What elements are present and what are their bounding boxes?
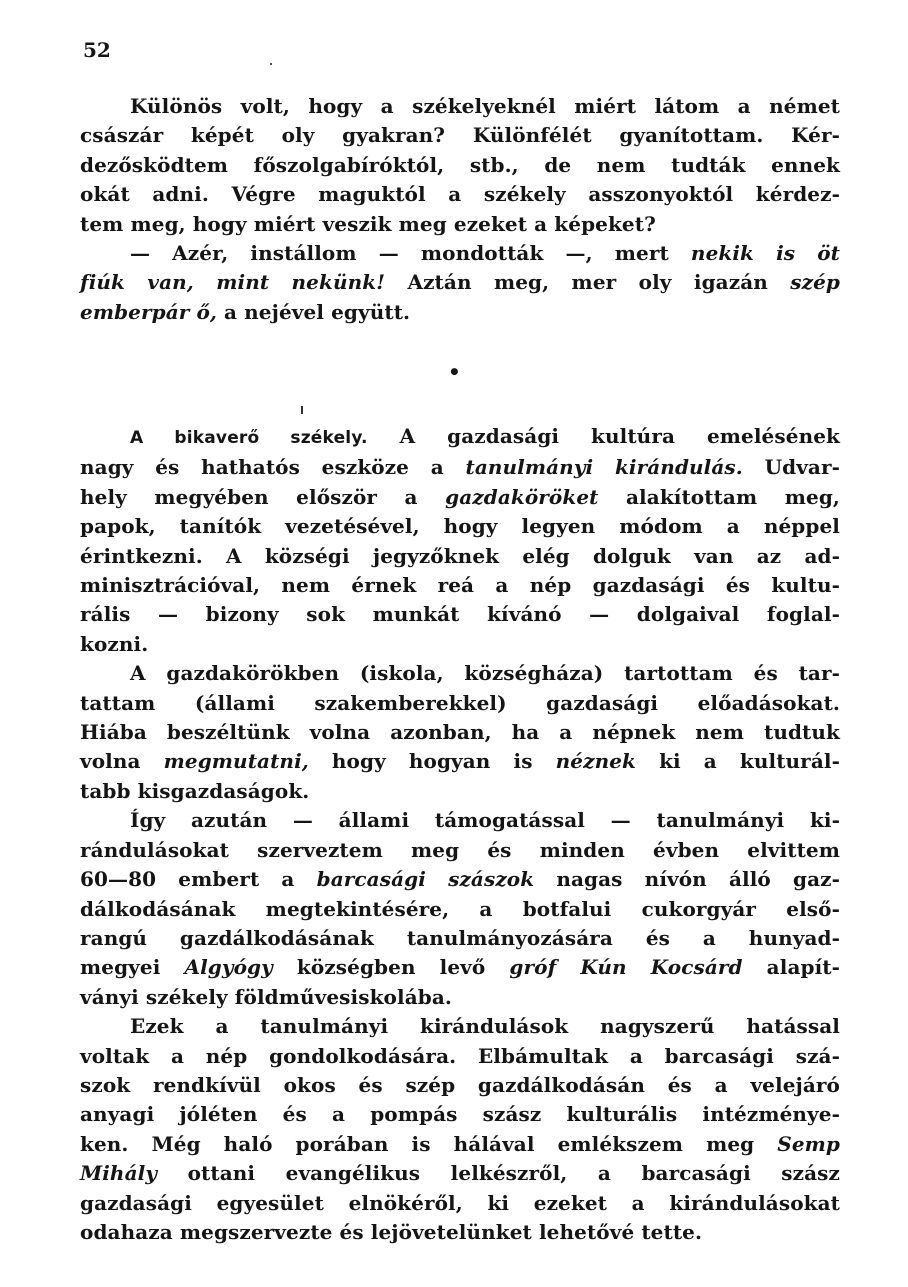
text-line: rándulásokat szerveztem meg és minden évben elvittem	[80, 837, 840, 862]
text-line: érintkezni. A községi jegyzőknek elég dolguk van az ad-	[80, 543, 840, 568]
paragraph-lectures	[80, 659, 840, 806]
text-line: hely megyében először a gazdaköröket alakítottam meg,	[80, 484, 840, 509]
text-line: Mihály ottani evangélikus lelkészről, a barcasági szász	[80, 1161, 840, 1186]
paragraph-trip-effects	[80, 1012, 840, 1247]
text-line: fiúk van, mint nekünk! Aztán meg, mer oly igazán szép	[80, 270, 840, 295]
text-line: ken. Még haló porában is hálával emlékszem meg Semp	[80, 1131, 840, 1156]
opening-section	[80, 92, 840, 327]
text-line: megyei Algyógy községben levő gróf Kún Kocsárd alapít-	[80, 955, 841, 980]
text-line: 60—80 embert a barcasági szászok nagas nívón álló gaz-	[80, 867, 840, 892]
text-line: papok, tanítók vezetésével, hogy legyen módom a néppel	[80, 514, 840, 539]
text-line: gazdasági egyesület elnökéről, ki ezeket a kirándulásokat	[80, 1190, 840, 1215]
text-line: Különös volt, hogy a székelyeknél miért látom a német	[130, 94, 840, 118]
section-separator: •	[448, 360, 461, 384]
text-line: ványi székely földművesiskolába.	[80, 984, 452, 1009]
paragraph-study-trips-intro	[80, 422, 840, 659]
text-line: A gazdakörökben (iskola, községháza) tartottam és tar-	[130, 661, 840, 686]
text-line: emberpár ő, a nejével együtt.	[80, 299, 411, 324]
text-line: okát adni. Végre maguktól a székely asszonyoktól kérdez-	[80, 182, 840, 207]
text-line: A bikaverő székely. A gazdasági kultúra emelésének	[130, 424, 840, 448]
text-line: rangú gazdálkodásának tanulmányozására és a hunyad-	[80, 925, 840, 950]
text-line: kozni.	[80, 631, 149, 656]
section-heading: A bikaverő székely.	[130, 428, 368, 448]
text-line: tem meg, hogy miért veszik meg ezeket a képeket?	[80, 211, 656, 236]
text-line: odahaza megszervezte és lejövetelünket lehetővé tette.	[80, 1219, 703, 1244]
text-line: Így azután — állami támogatással — tanulmányi ki-	[130, 808, 840, 833]
text-line: rális — bizony sok munkát kívánó — dolgaival foglal-	[80, 602, 840, 627]
text-line: volna megmutatni, hogy hogyan is néznek ki a kulturál-	[80, 749, 840, 774]
text-line: nagy és hathatós eszköze a tanulmányi kirándulás. Udvar-	[80, 455, 841, 480]
text-line: dálkodásának megtekintésére, a botfalui cukorgyár első-	[80, 896, 840, 921]
bikavero-section	[80, 422, 840, 1247]
text-line: császár képét oly gyakran? Különfélét gyanítottam. Kér-	[80, 123, 840, 148]
paragraph-quote	[80, 239, 840, 327]
text-line: anyagi jóléten és a pompás szász kulturális intézménye-	[80, 1102, 840, 1127]
text-line: dezősködtem főszolgabíróktól, stb., de nem tudták ennek	[80, 152, 840, 177]
text-line: szok rendkívül okos és szép gazdálkodásán és a velejáró	[80, 1072, 840, 1097]
paragraph-organized-trips	[80, 806, 840, 1012]
print-tick-mark	[301, 406, 303, 414]
text-line: Hiába beszéltünk volna azonban, ha a népnek nem tudtuk	[80, 720, 840, 745]
text-line: tabb kisgazdaságok.	[80, 778, 310, 803]
text-line: Ezek a tanulmányi kirándulások nagyszerű hatással	[130, 1014, 840, 1039]
text-line: minisztrációval, nem érnek reá a nép gazdasági és kultu-	[80, 573, 840, 598]
text-line: voltak a nép gondolkodására. Elbámultak a barcasági szá-	[80, 1043, 840, 1068]
text-line: tattam (állami szakemberekkel) gazdasági előadásokat.	[80, 690, 840, 715]
page-number: 52	[83, 38, 111, 62]
print-speck	[270, 63, 272, 65]
text-line: — Azér, instállom — mondották —, mert nekik is öt	[130, 241, 841, 266]
paragraph-emperor-pictures	[80, 92, 840, 239]
